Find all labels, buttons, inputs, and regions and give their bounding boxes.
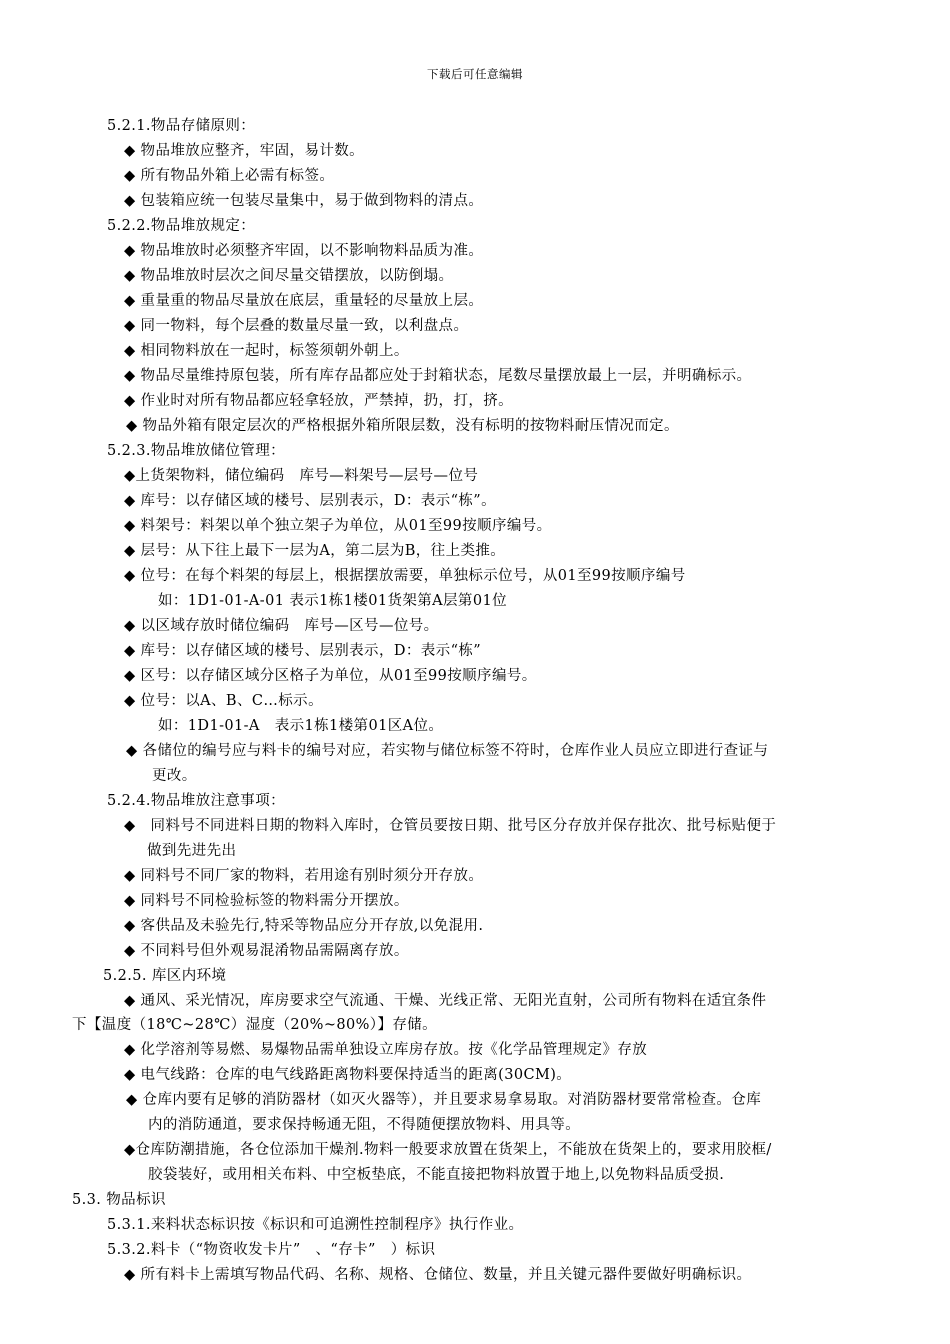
list-item: ◆ 同料号不同进料日期的物料入库时，仓管员要按日期、批号区分存放并保存批次、批号标贴便于 bbox=[124, 818, 777, 834]
section-heading-5-2-5: 5.2.5. 库区内环境 bbox=[103, 968, 227, 984]
list-item: ◆ 相同物料放在一起时，标签须朝外朝上。 bbox=[124, 343, 409, 359]
section-heading-5-2-2: 5.2.2.物品堆放规定： bbox=[107, 218, 256, 234]
example-line: 如：1D1-01-A 表示1栋1楼第01区A位。 bbox=[158, 718, 444, 734]
list-item-continuation: 胶袋装好，或用相关布料、中空板垫底，不能直接把物料放置于地上,以免物料品质受损. bbox=[148, 1167, 725, 1183]
list-item: ◆ 库号：以存储区域的楼号、层别表示，D：表示“栋” bbox=[124, 643, 482, 659]
list-item: ◆ 物品堆放时层次之间尽量交错摆放，以防倒塌。 bbox=[124, 268, 454, 284]
list-item: ◆ 客供品及未验先行,特采等物品应分开存放,以免混用. bbox=[124, 918, 484, 934]
list-item: ◆ 物品堆放时必须整齐牢固，以不影响物料品质为准。 bbox=[124, 243, 484, 259]
list-item-continuation: 内的消防通道，要求保持畅通无阻，不得随便摆放物料、用具等。 bbox=[148, 1117, 581, 1133]
list-item: ◆ 物品堆放应整齐，牢固，易计数。 bbox=[124, 143, 365, 159]
list-item: ◆ 所有料卡上需填写物品代码、名称、规格、仓储位、数量，并且关键元器件要做好明确标识。 bbox=[124, 1267, 752, 1283]
list-item: ◆ 仓库内要有足够的消防器材（如灭火器等），并且要求易拿易取。对消防器材要常常检查。仓库 bbox=[126, 1092, 762, 1108]
page-header-note: 下载后可任意编辑 bbox=[427, 67, 523, 81]
list-item-continuation: 做到先进先出 bbox=[147, 843, 237, 859]
list-item: ◆ 位号：在每个料架的每层上，根据摆放需要，单独标示位号，从01至99按顺序编号 bbox=[124, 568, 686, 584]
list-item: ◆上货架物料，储位编码 库号—料架号—层号—位号 bbox=[124, 468, 479, 484]
list-item: ◆ 通风、采光情况，库房要求空气流通、干燥、光线正常、无阳光直射，公司所有物料在适宜条件 bbox=[124, 993, 767, 1009]
list-item: ◆ 各储位的编号应与料卡的编号对应，若实物与储位标签不符时，仓库作业人员应立即进行查证与 bbox=[126, 743, 769, 759]
section-heading-5-2-3: 5.2.3.物品堆放储位管理： bbox=[107, 443, 286, 459]
section-heading-5-3-2: 5.3.2.料卡（“物资收发卡片” 、“存卡” ）标识 bbox=[107, 1242, 436, 1258]
section-heading-5-2-4: 5.2.4.物品堆放注意事项： bbox=[107, 793, 286, 809]
list-item: ◆ 同料号不同厂家的物料，若用途有别时须分开存放。 bbox=[124, 868, 484, 884]
list-item: ◆ 物品尽量维持原包装，所有库存品都应处于封箱状态，尾数尽量摆放最上一层，并明确标示。 bbox=[124, 368, 752, 384]
list-item: ◆ 位号：以A、B、C…标示。 bbox=[124, 693, 323, 709]
list-item: ◆ 同料号不同检验标签的物料需分开摆放。 bbox=[124, 893, 409, 909]
list-item: ◆ 区号：以存储区域分区格子为单位，从01至99按顺序编号。 bbox=[124, 668, 537, 684]
list-item: ◆ 包装箱应统一包装尽量集中，易于做到物料的清点。 bbox=[124, 193, 484, 209]
section-heading-5-3: 5.3. 物品标识 bbox=[72, 1192, 166, 1208]
example-line: 如：1D1-01-A-01 表示1栋1楼01货架第A层第01位 bbox=[158, 593, 507, 609]
list-item: ◆ 库号：以存储区域的楼号、层别表示，D：表示“栋”。 bbox=[124, 493, 497, 509]
list-item: ◆ 物品外箱有限定层次的严格根据外箱所限层数，没有标明的按物料耐压情况而定。 bbox=[126, 418, 679, 434]
list-item: ◆ 层号：从下往上最下一层为A，第二层为B，往上类推。 bbox=[124, 543, 506, 559]
list-item: ◆ 同一物料，每个层叠的数量尽量一致，以利盘点。 bbox=[124, 318, 469, 334]
list-item: ◆ 化学溶剂等易燃、易爆物品需单独设立库房存放。按《化学品管理规定》存放 bbox=[124, 1042, 648, 1058]
list-item: ◆ 以区域存放时储位编码 库号—区号—位号。 bbox=[124, 618, 439, 634]
list-item: ◆ 不同料号但外观易混淆物品需隔离存放。 bbox=[124, 943, 409, 959]
list-item: ◆ 所有物品外箱上必需有标签。 bbox=[124, 168, 335, 184]
list-item-continuation: 更改。 bbox=[152, 768, 197, 784]
list-item: ◆ 料架号：料架以单个独立架子为单位，从01至99按顺序编号。 bbox=[124, 518, 552, 534]
list-item: ◆ 重量重的物品尽量放在底层，重量轻的尽量放上层。 bbox=[124, 293, 484, 309]
list-item: ◆ 电气线路：仓库的电气线路距离物料要保持适当的距离(30CM)。 bbox=[124, 1067, 572, 1083]
list-item-continuation: 下【温度（18℃~28℃）湿度（20%~80%）】存储。 bbox=[72, 1017, 438, 1033]
section-heading-5-3-1: 5.3.1.来料状态标识按《标识和可追溯性控制程序》执行作业。 bbox=[107, 1217, 524, 1233]
list-item: ◆仓库防潮措施，各仓位添加干燥剂.物料一般要求放置在货架上，不能放在货架上的，要求用胶框/ bbox=[124, 1142, 772, 1158]
list-item: ◆ 作业时对所有物品都应轻拿轻放，严禁掉，扔，打，挤。 bbox=[124, 393, 514, 409]
section-heading-5-2-1: 5.2.1.物品存储原则： bbox=[107, 118, 256, 134]
